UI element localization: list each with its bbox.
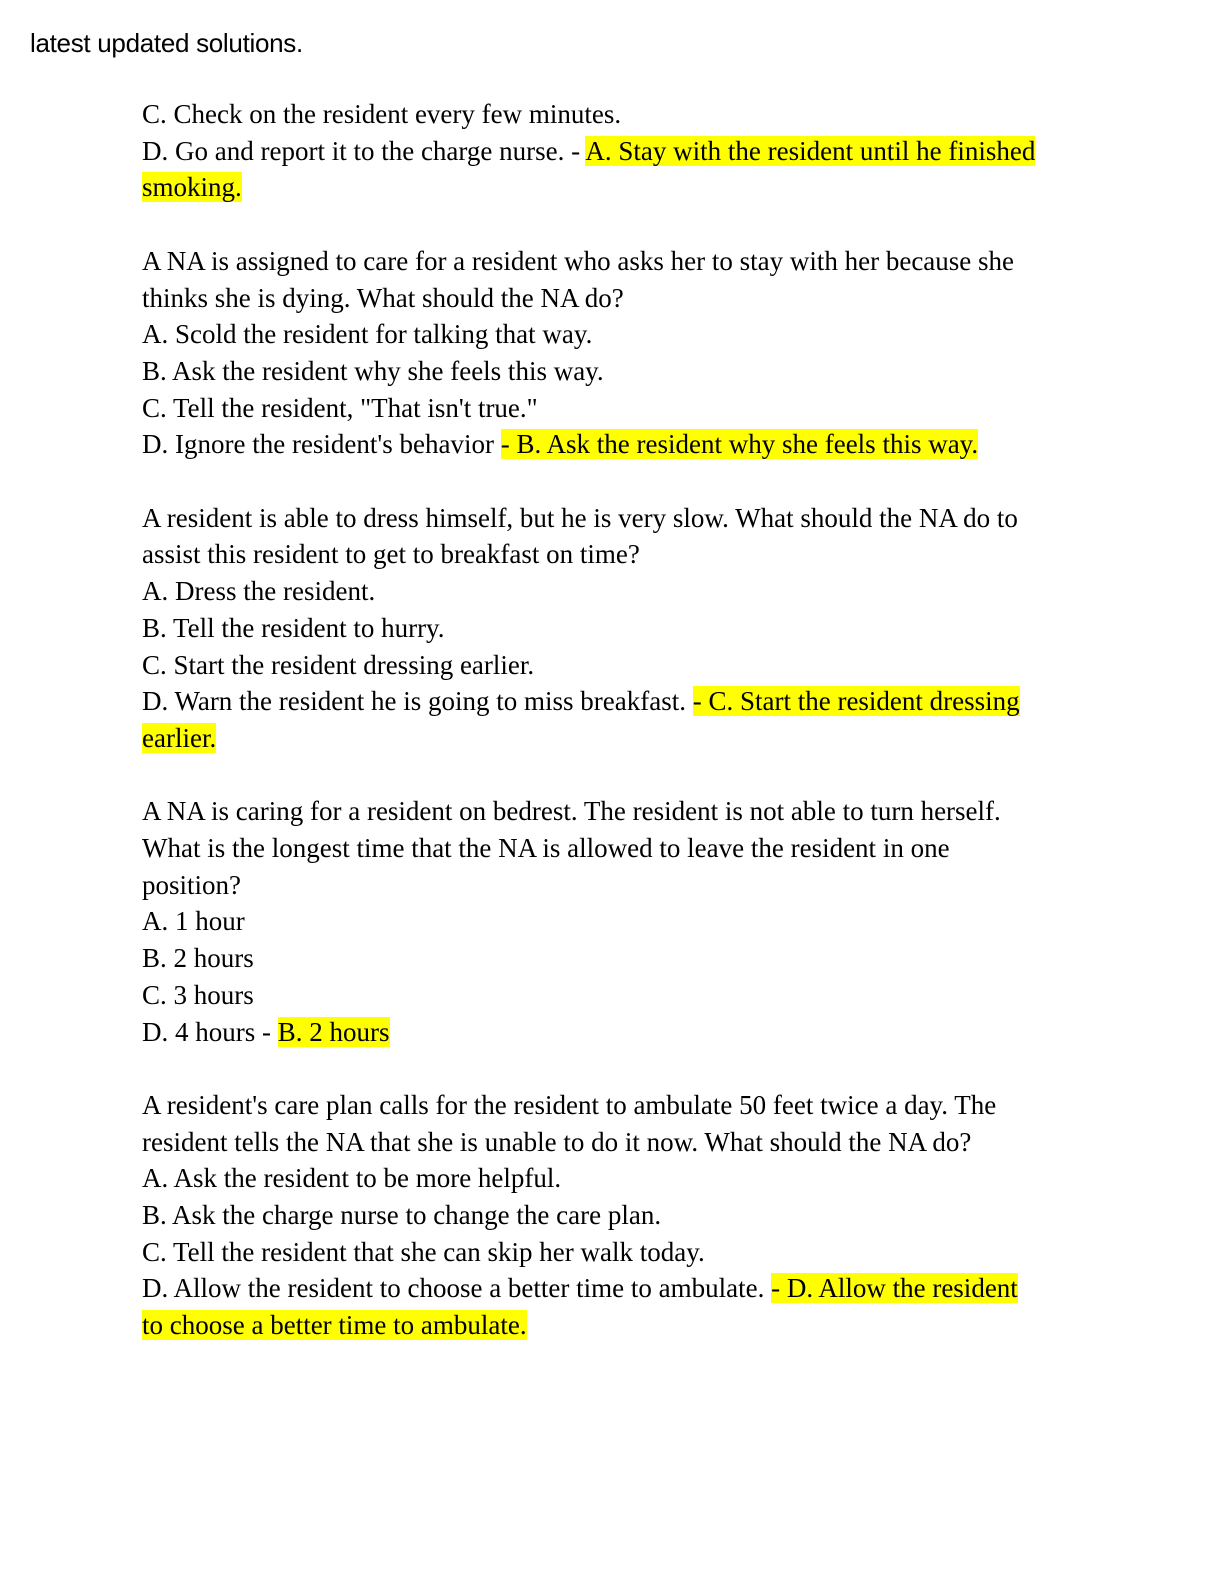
question-line — [142, 536, 1082, 573]
question-block — [142, 1087, 1082, 1344]
option-line — [142, 1270, 1082, 1307]
line-text: C. Tell the resident that she can skip her walk today. — [142, 1236, 705, 1267]
line-text: What is the longest time that the NA is allowed to leave the resident in one — [142, 833, 950, 864]
line-text: C. Start the resident dressing earlier. — [142, 649, 535, 680]
option-line — [142, 96, 1082, 133]
option-line — [142, 133, 1082, 170]
line-text: B. Ask the charge nurse to change the care plan. — [142, 1200, 662, 1231]
question-block — [142, 243, 1082, 463]
answer-highlight: - B. Ask the resident why she feels this way. — [500, 429, 979, 460]
option-line — [142, 1197, 1082, 1234]
option-line — [142, 1307, 1082, 1344]
block-gap — [142, 206, 1082, 243]
line-text: A. Ask the resident to be more helpful. — [142, 1163, 562, 1194]
line-text: position? — [142, 869, 241, 900]
line-text: A NA is caring for a resident on bedrest. The resident is not able to turn herself. — [142, 796, 1001, 827]
line-text: thinks she is dying. What should the NA do? — [142, 282, 624, 313]
question-block — [142, 96, 1082, 206]
line-text: A. 1 hour — [142, 906, 245, 937]
option-line — [142, 1014, 1082, 1051]
line-text: A resident's care plan calls for the resident to ambulate 50 feet twice a day. The — [142, 1089, 997, 1120]
question-line — [142, 1124, 1082, 1161]
option-line — [142, 977, 1082, 1014]
line-text: C. Tell the resident, "That isn't true." — [142, 392, 538, 423]
question-line — [142, 867, 1082, 904]
question-block — [142, 793, 1082, 1050]
option-line — [142, 720, 1082, 757]
option-line — [142, 1160, 1082, 1197]
option-line — [142, 426, 1082, 463]
line-text: A resident is able to dress himself, but he is very slow. What should the NA do to — [142, 502, 1018, 533]
question-line — [142, 830, 1082, 867]
option-line — [142, 940, 1082, 977]
question-block — [142, 500, 1082, 757]
option-line — [142, 316, 1082, 353]
line-text: C. 3 hours — [142, 979, 254, 1010]
answer-highlight: - D. Allow the resident — [771, 1273, 1018, 1304]
answer-highlight: - C. Start the resident dressing — [692, 686, 1020, 717]
option-line — [142, 610, 1082, 647]
line-text: D. Ignore the resident's behavior — [142, 429, 501, 460]
line-text: B. Tell the resident to hurry. — [142, 612, 445, 643]
option-line — [142, 573, 1082, 610]
question-line — [142, 793, 1082, 830]
line-text: A. Scold the resident for talking that way. — [142, 319, 593, 350]
line-text: assist this resident to get to breakfast on time? — [142, 539, 640, 570]
line-text: D. 4 hours - — [142, 1016, 278, 1047]
line-text: D. Warn the resident he is going to miss breakfast. — [142, 686, 693, 717]
option-line — [142, 353, 1082, 390]
option-line — [142, 390, 1082, 427]
line-text: B. 2 hours — [142, 943, 254, 974]
question-line — [142, 500, 1082, 537]
question-line — [142, 1087, 1082, 1124]
line-text: A NA is assigned to care for a resident who asks her to stay with her because she — [142, 245, 1015, 276]
option-line — [142, 647, 1082, 684]
answer-highlight: earlier. — [142, 722, 217, 753]
option-line — [142, 169, 1082, 206]
option-line — [142, 903, 1082, 940]
answer-highlight: smoking. — [142, 172, 242, 203]
page-header: latest updated solutions. — [30, 28, 303, 58]
answer-highlight: A. Stay with the resident until he finished — [585, 135, 1036, 166]
line-text: B. Ask the resident why she feels this way. — [142, 355, 604, 386]
line-text: resident tells the NA that she is unable to do it now. What should the NA do? — [142, 1126, 972, 1157]
block-gap — [142, 757, 1082, 794]
question-line — [142, 280, 1082, 317]
line-text: C. Check on the resident every few minutes. — [142, 99, 622, 129]
option-line — [142, 1234, 1082, 1271]
line-text: A. Dress the resident. — [142, 576, 376, 607]
block-gap — [142, 1050, 1082, 1087]
answer-highlight: to choose a better time to ambulate. — [142, 1310, 527, 1341]
question-line — [142, 243, 1082, 280]
document-body — [142, 96, 1082, 1344]
answer-highlight: B. 2 hours — [277, 1016, 390, 1047]
line-text: D. Allow the resident to choose a better time to ambulate. — [142, 1273, 772, 1304]
block-gap — [142, 463, 1082, 500]
line-text: D. Go and report it to the charge nurse. - — [142, 135, 586, 166]
option-line — [142, 683, 1082, 720]
